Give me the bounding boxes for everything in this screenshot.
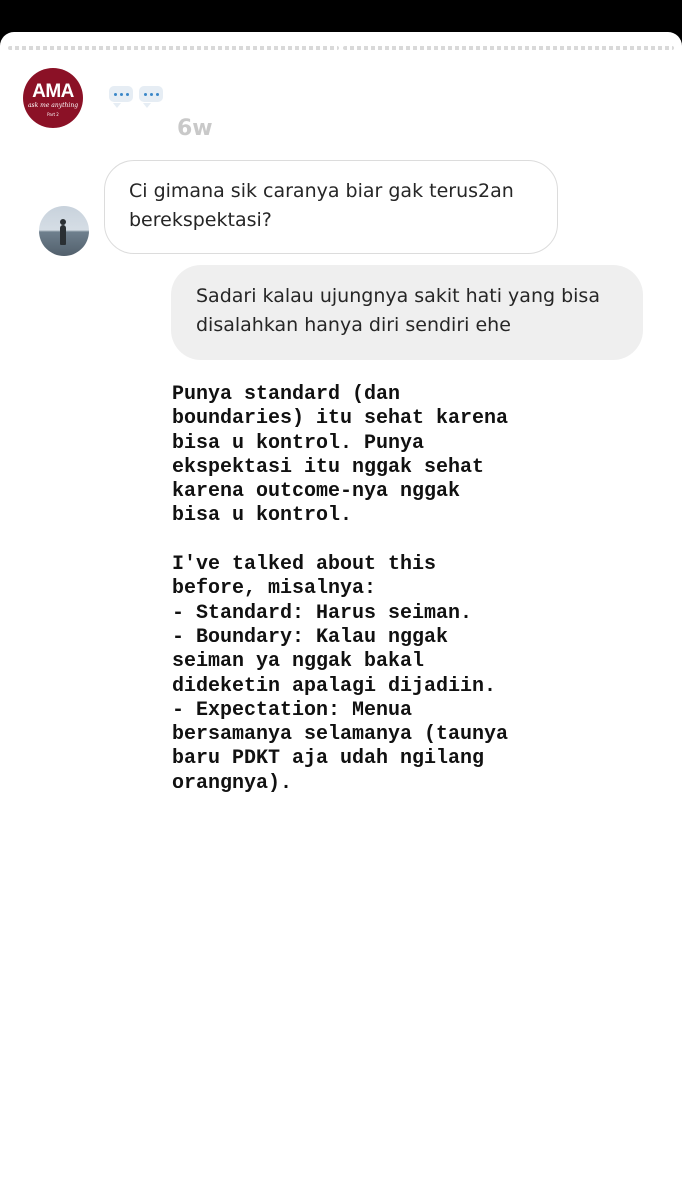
progress-segment <box>343 46 674 50</box>
question-bubble <box>104 160 558 254</box>
story-progress-bar <box>8 46 674 50</box>
chat-bubble-icon <box>137 84 165 104</box>
asker-avatar <box>39 206 89 256</box>
note-paragraph-1: Punya standard (dan boundaries) itu sehat karena bisa u kontrol. Punya ekspektasi itu nggak sehat karena outcome-nya nggak bisa u kontrol. <box>172 383 509 528</box>
avatar-title: AMA <box>32 81 74 102</box>
note-paragraph-2: I've talked about this before, misalnya: - Standard: Harus seiman. - Boundary: Kalau nggak seiman ya nggak bakal dideketin apalagi dijadiin. - Expectation: Menua bersamanya selamanya (taunya baru PDKT aja udah ngilang orangnya). <box>172 553 509 795</box>
answer-bubble <box>171 265 643 360</box>
dm-bubbles-icon <box>107 84 165 104</box>
story-avatar[interactable] <box>23 68 83 128</box>
story-card[interactable] <box>0 32 682 1200</box>
note-text <box>172 383 572 796</box>
person-silhouette-icon <box>60 225 66 245</box>
avatar-part-label: Part 2 <box>47 112 59 117</box>
avatar-subtitle: ask me anything <box>27 102 79 109</box>
progress-segment <box>8 46 339 50</box>
answer-text: Sadari kalau ujungnya sakit hati yang bisa disalahkan hanya diri sendiri ehe <box>196 285 600 336</box>
chat-bubble-icon <box>107 84 135 104</box>
story-timestamp: 6w <box>177 116 213 141</box>
question-text: Ci gimana sik caranya biar gak terus2an berekspektasi? <box>129 180 514 231</box>
